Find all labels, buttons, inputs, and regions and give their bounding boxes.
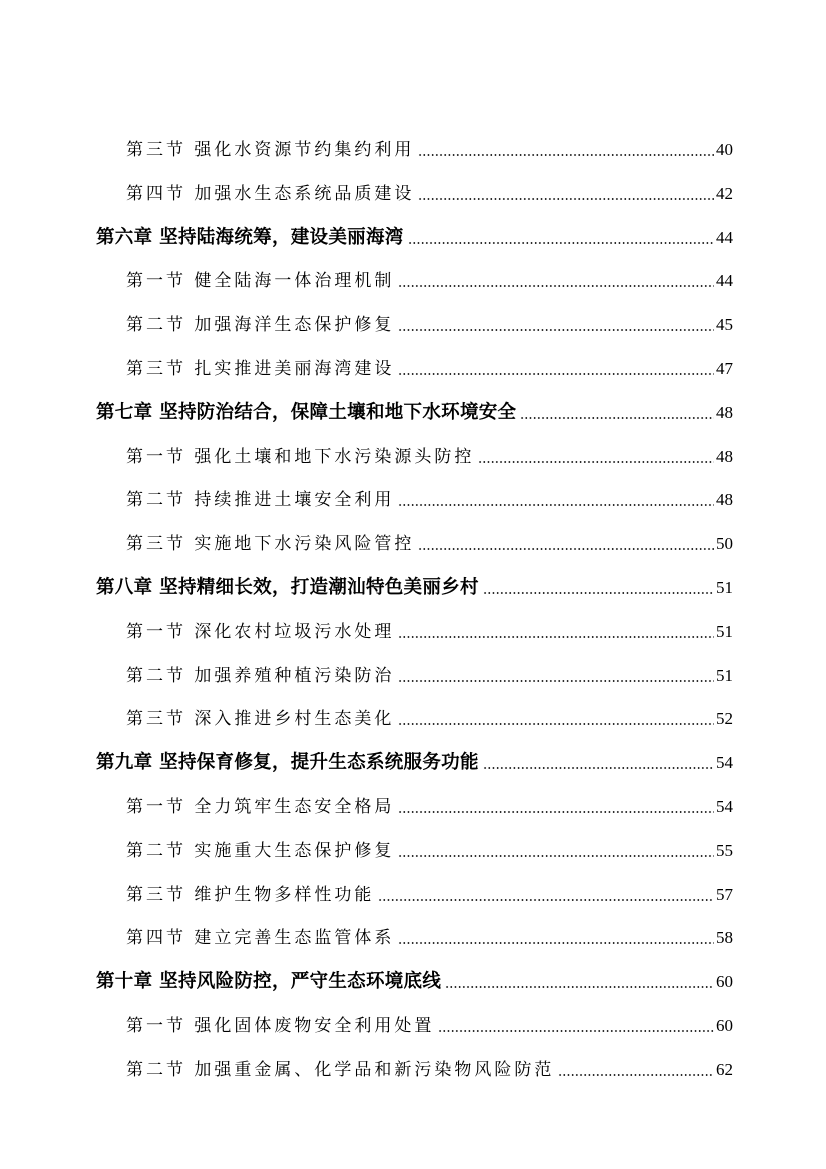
dot-leader: [378, 899, 714, 901]
toc-page-number: 40: [716, 140, 733, 159]
toc-page-number: 55: [716, 840, 733, 860]
toc-entry-title: 第三节 深入推进乡村生态美化: [126, 709, 395, 730]
toc-page-number: 62: [716, 1059, 733, 1079]
toc-entry-title: 第三节 实施地下水污染风险管控: [126, 534, 415, 555]
dot-leader: [398, 329, 714, 331]
toc-entry-title: 第三节 维护生物多样性功能: [126, 884, 375, 905]
toc-entry-title: 第十章 坚持风险防控，严守生态环境底线: [96, 971, 442, 993]
toc-entry-title: 第四节 建立完善生态监管体系: [126, 928, 395, 949]
toc-entry-title: 第七章 坚持防治结合，保障土壤和地下水环境安全: [96, 401, 517, 423]
dot-leader: [398, 942, 714, 944]
dot-leader: [398, 285, 714, 287]
toc-page-number: 60: [716, 972, 733, 992]
toc-section-entry[interactable]: [126, 919, 733, 949]
toc-section-entry[interactable]: [126, 613, 733, 643]
toc-page-number: 48: [716, 490, 733, 510]
toc-chapter-entry[interactable]: [96, 219, 733, 249]
dot-leader: [558, 1074, 714, 1076]
dot-leader: [483, 592, 714, 594]
toc-entry-title: 第四节 加强水生态系统品质建设: [126, 183, 415, 204]
dot-leader: [398, 504, 714, 506]
dot-leader: [408, 242, 714, 244]
toc-page-number: 54: [716, 753, 733, 773]
toc-page-number: 58: [716, 928, 733, 948]
toc-entry-title: 第六章 坚持陆海统筹，建设美丽海湾: [96, 226, 404, 248]
toc-page-number: 45: [716, 315, 733, 335]
toc-page-number: 48: [716, 446, 733, 466]
toc-page-number: 44: [716, 271, 733, 291]
toc-page-number: 50: [716, 534, 733, 554]
toc-section-entry[interactable]: [126, 262, 733, 292]
toc-page-number: 42: [716, 183, 733, 203]
toc-entry-title: 第三节 扎实推进美丽海湾建设: [126, 359, 395, 379]
dot-leader: [438, 1030, 714, 1032]
toc-entry-title: 第一节 全力筑牢生态安全格局: [126, 797, 395, 817]
toc-chapter-entry[interactable]: [96, 569, 733, 599]
toc-entry-title: 第三节 强化水资源节约集约利用: [126, 140, 415, 160]
toc-entry-title: 第二节 加强养殖种植污染防治: [126, 665, 395, 686]
toc-section-entry[interactable]: [126, 700, 733, 730]
dot-leader: [445, 986, 714, 988]
toc-page-number: 51: [716, 578, 733, 597]
toc-page-number: 51: [716, 621, 733, 641]
dot-leader: [398, 855, 714, 857]
toc-section-entry[interactable]: [126, 1051, 733, 1081]
toc-page-number: 44: [716, 227, 733, 247]
toc-page-number: 51: [716, 665, 733, 685]
toc-page-number: 52: [716, 709, 733, 729]
dot-leader: [418, 154, 714, 156]
dot-leader: [520, 417, 714, 419]
toc-section-entry[interactable]: [126, 1007, 733, 1037]
dot-leader: [398, 723, 714, 725]
toc-chapter-entry[interactable]: [96, 394, 733, 424]
dot-leader: [418, 548, 714, 550]
toc-entry-title: 第一节 强化固体废物安全利用处置: [126, 1016, 435, 1036]
toc-section-entry[interactable]: [126, 306, 733, 336]
toc-section-entry[interactable]: [126, 788, 733, 818]
toc-page-number: 48: [716, 402, 733, 422]
toc-section-entry[interactable]: [126, 525, 733, 555]
toc-entry-title: 第一节 深化农村垃圾污水处理: [126, 621, 395, 642]
toc-page-number: 54: [716, 797, 733, 816]
dot-leader: [483, 767, 714, 769]
toc-entry-title: 第八章 坚持精细长效，打造潮汕特色美丽乡村: [96, 577, 479, 598]
dot-leader: [398, 373, 714, 375]
toc-entry-title: 第九章 坚持保育修复，提升生态系统服务功能: [96, 752, 479, 774]
toc-page-number: 57: [716, 884, 733, 904]
dot-leader: [418, 198, 714, 200]
toc-page-number: 47: [716, 359, 733, 378]
toc-page-number: 60: [716, 1016, 733, 1035]
toc-section-entry[interactable]: [126, 657, 733, 687]
toc-section-entry[interactable]: [126, 832, 733, 862]
toc-section-entry[interactable]: [126, 175, 733, 205]
toc-entry-title: 第二节 实施重大生态保护修复: [126, 840, 395, 861]
toc-entry-title: 第一节 健全陆海一体治理机制: [126, 271, 395, 292]
toc-chapter-entry[interactable]: [96, 963, 733, 993]
toc-entry-title: 第二节 加强重金属、化学品和新污染物风险防范: [126, 1059, 555, 1080]
toc-section-entry[interactable]: [126, 131, 733, 161]
toc-section-entry[interactable]: [126, 350, 733, 380]
toc-section-entry[interactable]: [126, 876, 733, 906]
dot-leader: [478, 461, 714, 463]
toc-entry-title: 第一节 强化土壤和地下水污染源头防控: [126, 446, 475, 467]
dot-leader: [398, 636, 714, 638]
toc-section-entry[interactable]: [126, 438, 733, 468]
toc-section-entry[interactable]: [126, 481, 733, 511]
toc-chapter-entry[interactable]: [96, 744, 733, 774]
dot-leader: [398, 680, 714, 682]
toc-entry-title: 第二节 持续推进土壤安全利用: [126, 490, 395, 511]
toc-entry-title: 第二节 加强海洋生态保护修复: [126, 315, 395, 336]
dot-leader: [398, 811, 714, 813]
